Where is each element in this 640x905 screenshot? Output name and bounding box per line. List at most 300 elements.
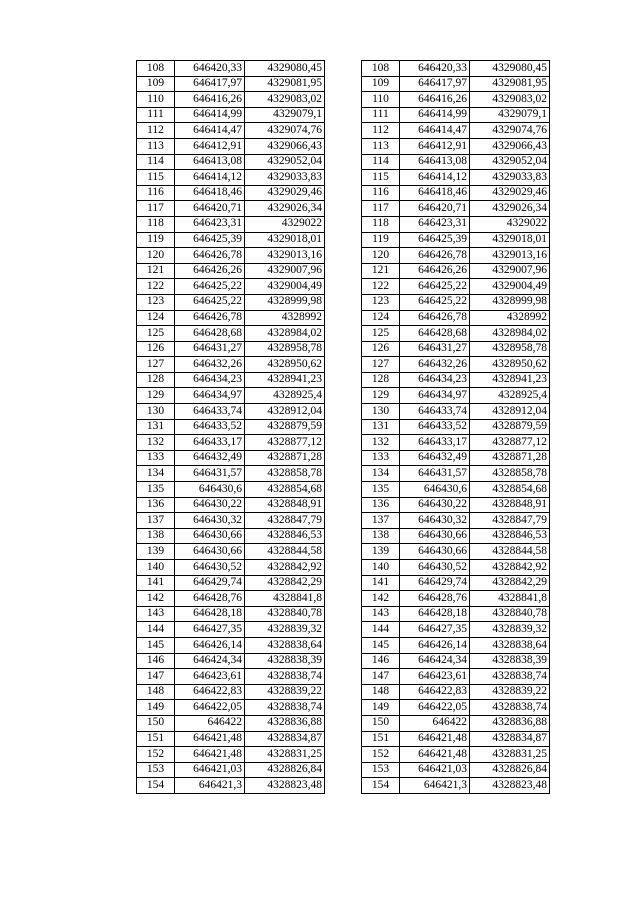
x-coordinate-cell: 646421,48 [175,731,245,747]
table-row [137,606,325,622]
y-coordinate-cell: 4328838,74 [245,669,325,685]
point-number-cell: 118 [362,216,400,232]
point-number-cell: 110 [137,92,175,108]
point-number-cell: 126 [362,341,400,357]
y-coordinate-cell: 4329081,95 [470,76,550,92]
y-coordinate-cell: 4328838,39 [470,653,550,669]
x-coordinate-cell: 646430,66 [175,528,245,544]
table-row [137,61,325,77]
coordinate-table-right-body [362,61,550,794]
y-coordinate-cell: 4328999,98 [470,294,550,310]
point-number-cell: 153 [362,762,400,778]
y-coordinate-cell: 4329083,02 [245,92,325,108]
table-row [137,341,325,357]
point-number-cell: 111 [362,107,400,123]
table-row [362,700,550,716]
y-coordinate-cell: 4329004,49 [245,279,325,295]
y-coordinate-cell: 4328858,78 [470,466,550,482]
table-row [362,606,550,622]
point-number-cell: 128 [362,372,400,388]
point-number-cell: 127 [362,357,400,373]
point-number-cell: 130 [362,404,400,420]
y-coordinate-cell: 4328848,91 [245,497,325,513]
point-number-cell: 110 [362,92,400,108]
point-number-cell: 144 [137,622,175,638]
table-row [137,294,325,310]
point-number-cell: 123 [362,294,400,310]
x-coordinate-cell: 646420,33 [175,61,245,77]
point-number-cell: 135 [362,482,400,498]
point-number-cell: 118 [137,216,175,232]
x-coordinate-cell: 646428,18 [175,606,245,622]
table-row [362,170,550,186]
x-coordinate-cell: 646431,57 [400,466,470,482]
x-coordinate-cell: 646432,49 [175,450,245,466]
y-coordinate-cell: 4328854,68 [245,482,325,498]
x-coordinate-cell: 646432,49 [400,450,470,466]
y-coordinate-cell: 4328839,22 [245,684,325,700]
table-row [137,591,325,607]
y-coordinate-cell: 4328941,23 [245,372,325,388]
y-coordinate-cell: 4329022 [245,216,325,232]
table-row [137,248,325,264]
x-coordinate-cell: 646432,26 [400,357,470,373]
point-number-cell: 146 [137,653,175,669]
point-number-cell: 125 [362,326,400,342]
table-row [362,575,550,591]
x-coordinate-cell: 646430,52 [400,560,470,576]
point-number-cell: 108 [137,61,175,77]
y-coordinate-cell: 4328842,92 [245,560,325,576]
y-coordinate-cell: 4328839,22 [470,684,550,700]
x-coordinate-cell: 646428,76 [400,591,470,607]
y-coordinate-cell: 4328823,48 [245,778,325,794]
point-number-cell: 136 [362,497,400,513]
x-coordinate-cell: 646421,48 [175,747,245,763]
coordinate-table-left [136,60,325,794]
point-number-cell: 147 [362,669,400,685]
y-coordinate-cell: 4328839,32 [245,622,325,638]
y-coordinate-cell: 4329080,45 [470,61,550,77]
x-coordinate-cell: 646428,68 [175,326,245,342]
table-row [362,715,550,731]
point-number-cell: 121 [362,263,400,279]
x-coordinate-cell: 646430,22 [400,497,470,513]
table-row [137,669,325,685]
point-number-cell: 116 [362,185,400,201]
table-row [137,450,325,466]
y-coordinate-cell: 4329018,01 [470,232,550,248]
y-coordinate-cell: 4328838,74 [470,669,550,685]
x-coordinate-cell: 646426,78 [175,248,245,264]
y-coordinate-cell: 4329066,43 [245,138,325,154]
table-row [137,201,325,217]
y-coordinate-cell: 4328877,12 [470,435,550,451]
x-coordinate-cell: 646412,91 [175,138,245,154]
x-coordinate-cell: 646421,03 [400,762,470,778]
table-row [137,731,325,747]
x-coordinate-cell: 646430,22 [175,497,245,513]
x-coordinate-cell: 646426,26 [400,263,470,279]
x-coordinate-cell: 646416,26 [175,92,245,108]
point-number-cell: 117 [137,201,175,217]
point-number-cell: 147 [137,669,175,685]
point-number-cell: 151 [137,731,175,747]
table-row [362,263,550,279]
x-coordinate-cell: 646433,74 [400,404,470,420]
table-row [362,232,550,248]
y-coordinate-cell: 4328958,78 [245,341,325,357]
point-number-cell: 148 [137,684,175,700]
x-coordinate-cell: 646428,76 [175,591,245,607]
x-coordinate-cell: 646429,74 [400,575,470,591]
y-coordinate-cell: 4328840,78 [245,606,325,622]
x-coordinate-cell: 646413,08 [400,154,470,170]
x-coordinate-cell: 646434,23 [175,372,245,388]
table-row [362,123,550,139]
table-row [362,591,550,607]
table-row [362,669,550,685]
point-number-cell: 109 [137,76,175,92]
point-number-cell: 128 [137,372,175,388]
x-coordinate-cell: 646423,31 [400,216,470,232]
y-coordinate-cell: 4328826,84 [245,762,325,778]
table-row [362,61,550,77]
point-number-cell: 113 [137,138,175,154]
y-coordinate-cell: 4328958,78 [470,341,550,357]
y-coordinate-cell: 4328950,62 [470,357,550,373]
table-row [137,778,325,794]
point-number-cell: 143 [137,606,175,622]
x-coordinate-cell: 646433,17 [400,435,470,451]
point-number-cell: 132 [362,435,400,451]
x-coordinate-cell: 646423,61 [400,669,470,685]
x-coordinate-cell: 646433,17 [175,435,245,451]
y-coordinate-cell: 4328838,74 [470,700,550,716]
y-coordinate-cell: 4328925,4 [470,388,550,404]
table-row [362,731,550,747]
point-number-cell: 141 [362,575,400,591]
x-coordinate-cell: 646430,66 [175,544,245,560]
x-coordinate-cell: 646430,52 [175,560,245,576]
y-coordinate-cell: 4328871,28 [470,450,550,466]
point-number-cell: 142 [137,591,175,607]
x-coordinate-cell: 646431,57 [175,466,245,482]
point-number-cell: 139 [137,544,175,560]
x-coordinate-cell: 646420,71 [175,201,245,217]
y-coordinate-cell: 4328941,23 [470,372,550,388]
x-coordinate-cell: 646430,32 [400,513,470,529]
x-coordinate-cell: 646426,14 [175,637,245,653]
x-coordinate-cell: 646430,6 [175,482,245,498]
x-coordinate-cell: 646426,26 [175,263,245,279]
point-number-cell: 113 [362,138,400,154]
table-row [137,528,325,544]
table-row [137,497,325,513]
x-coordinate-cell: 646432,26 [175,357,245,373]
table-row [137,404,325,420]
point-number-cell: 143 [362,606,400,622]
point-number-cell: 139 [362,544,400,560]
point-number-cell: 138 [362,528,400,544]
point-number-cell: 122 [137,279,175,295]
table-row [362,92,550,108]
x-coordinate-cell: 646431,27 [400,341,470,357]
x-coordinate-cell: 646425,39 [400,232,470,248]
x-coordinate-cell: 646426,78 [400,248,470,264]
table-row [137,357,325,373]
table-row [137,466,325,482]
table-row [137,216,325,232]
table-row [362,201,550,217]
point-number-cell: 111 [137,107,175,123]
y-coordinate-cell: 4328842,29 [470,575,550,591]
point-number-cell: 145 [137,637,175,653]
x-coordinate-cell: 646425,22 [400,294,470,310]
y-coordinate-cell: 4328846,53 [245,528,325,544]
y-coordinate-cell: 4328844,58 [245,544,325,560]
table-row [137,232,325,248]
table-row [362,185,550,201]
point-number-cell: 149 [362,700,400,716]
y-coordinate-cell: 4328841,8 [245,591,325,607]
x-coordinate-cell: 646425,22 [175,279,245,295]
table-row [137,310,325,326]
point-number-cell: 120 [362,248,400,264]
table-row [362,357,550,373]
table-row [362,294,550,310]
table-row [137,263,325,279]
x-coordinate-cell: 646434,23 [400,372,470,388]
y-coordinate-cell: 4328838,64 [245,637,325,653]
point-number-cell: 114 [362,154,400,170]
y-coordinate-cell: 4328877,12 [245,435,325,451]
point-number-cell: 150 [362,715,400,731]
y-coordinate-cell: 4328912,04 [470,404,550,420]
y-coordinate-cell: 4328823,48 [470,778,550,794]
y-coordinate-cell: 4328858,78 [245,466,325,482]
x-coordinate-cell: 646416,26 [400,92,470,108]
y-coordinate-cell: 4328925,4 [245,388,325,404]
table-row [137,372,325,388]
x-coordinate-cell: 646428,68 [400,326,470,342]
point-number-cell: 151 [362,731,400,747]
y-coordinate-cell: 4329080,45 [245,61,325,77]
y-coordinate-cell: 4328826,84 [470,762,550,778]
x-coordinate-cell: 646429,74 [175,575,245,591]
y-coordinate-cell: 4328834,87 [245,731,325,747]
table-row [137,544,325,560]
x-coordinate-cell: 646426,78 [175,310,245,326]
point-number-cell: 150 [137,715,175,731]
table-row [137,622,325,638]
table-row [362,544,550,560]
x-coordinate-cell: 646414,99 [400,107,470,123]
point-number-cell: 138 [137,528,175,544]
point-number-cell: 115 [362,170,400,186]
table-row [362,466,550,482]
table-row [362,341,550,357]
point-number-cell: 114 [137,154,175,170]
point-number-cell: 133 [137,450,175,466]
x-coordinate-cell: 646425,39 [175,232,245,248]
y-coordinate-cell: 4328844,58 [470,544,550,560]
table-row [362,637,550,653]
x-coordinate-cell: 646417,97 [400,76,470,92]
y-coordinate-cell: 4328848,91 [470,497,550,513]
table-row [362,435,550,451]
y-coordinate-cell: 4328847,79 [470,513,550,529]
table-row [137,637,325,653]
table-row [362,372,550,388]
point-number-cell: 109 [362,76,400,92]
x-coordinate-cell: 646425,22 [175,294,245,310]
point-number-cell: 141 [137,575,175,591]
table-row [362,404,550,420]
x-coordinate-cell: 646412,91 [400,138,470,154]
table-row [362,310,550,326]
x-coordinate-cell: 646423,31 [175,216,245,232]
table-row [137,482,325,498]
table-row [362,528,550,544]
x-coordinate-cell: 646422,05 [400,700,470,716]
point-number-cell: 130 [137,404,175,420]
table-row [137,123,325,139]
table-row [362,216,550,232]
point-number-cell: 119 [362,232,400,248]
point-number-cell: 142 [362,591,400,607]
x-coordinate-cell: 646434,97 [400,388,470,404]
x-coordinate-cell: 646430,6 [400,482,470,498]
table-row [137,715,325,731]
x-coordinate-cell: 646421,48 [400,747,470,763]
point-number-cell: 154 [362,778,400,794]
point-number-cell: 136 [137,497,175,513]
point-number-cell: 116 [137,185,175,201]
y-coordinate-cell: 4329013,16 [245,248,325,264]
point-number-cell: 137 [362,513,400,529]
x-coordinate-cell: 646414,99 [175,107,245,123]
point-number-cell: 108 [362,61,400,77]
y-coordinate-cell: 4329026,34 [470,201,550,217]
point-number-cell: 134 [362,466,400,482]
table-row [137,154,325,170]
table-row [137,170,325,186]
point-number-cell: 120 [137,248,175,264]
x-coordinate-cell: 646431,27 [175,341,245,357]
y-coordinate-cell: 4328842,92 [470,560,550,576]
y-coordinate-cell: 4328831,25 [470,747,550,763]
y-coordinate-cell: 4328838,39 [245,653,325,669]
x-coordinate-cell: 646420,33 [400,61,470,77]
x-coordinate-cell: 646427,35 [400,622,470,638]
y-coordinate-cell: 4328847,79 [245,513,325,529]
y-coordinate-cell: 4328834,87 [470,731,550,747]
y-coordinate-cell: 4329022 [470,216,550,232]
y-coordinate-cell: 4329066,43 [470,138,550,154]
point-number-cell: 152 [137,747,175,763]
x-coordinate-cell: 646421,3 [175,778,245,794]
x-coordinate-cell: 646417,97 [175,76,245,92]
table-row [362,76,550,92]
point-number-cell: 123 [137,294,175,310]
table-row [362,154,550,170]
table-row [362,138,550,154]
y-coordinate-cell: 4328841,8 [470,591,550,607]
y-coordinate-cell: 4328984,02 [245,326,325,342]
point-number-cell: 122 [362,279,400,295]
x-coordinate-cell: 646414,12 [400,170,470,186]
point-number-cell: 148 [362,684,400,700]
y-coordinate-cell: 4328871,28 [245,450,325,466]
point-number-cell: 129 [362,388,400,404]
table-row [362,778,550,794]
point-number-cell: 117 [362,201,400,217]
y-coordinate-cell: 4328879,59 [470,419,550,435]
table-row [362,326,550,342]
x-coordinate-cell: 646426,14 [400,637,470,653]
x-coordinate-cell: 646414,47 [175,123,245,139]
point-number-cell: 131 [137,419,175,435]
table-row [137,747,325,763]
point-number-cell: 146 [362,653,400,669]
table-row [137,684,325,700]
y-coordinate-cell: 4329074,76 [470,123,550,139]
point-number-cell: 126 [137,341,175,357]
y-coordinate-cell: 4328836,88 [245,715,325,731]
x-coordinate-cell: 646424,34 [400,653,470,669]
x-coordinate-cell: 646421,48 [400,731,470,747]
y-coordinate-cell: 4329083,02 [470,92,550,108]
y-coordinate-cell: 4329074,76 [245,123,325,139]
table-row [137,76,325,92]
point-number-cell: 153 [137,762,175,778]
point-number-cell: 154 [137,778,175,794]
point-number-cell: 115 [137,170,175,186]
point-number-cell: 149 [137,700,175,716]
table-row [362,497,550,513]
x-coordinate-cell: 646433,52 [175,419,245,435]
y-coordinate-cell: 4329033,83 [245,170,325,186]
y-coordinate-cell: 4328984,02 [470,326,550,342]
table-row [137,185,325,201]
point-number-cell: 135 [137,482,175,498]
y-coordinate-cell: 4329013,16 [470,248,550,264]
y-coordinate-cell: 4329029,46 [470,185,550,201]
table-row [362,747,550,763]
x-coordinate-cell: 646430,66 [400,528,470,544]
table-row [362,107,550,123]
y-coordinate-cell: 4328999,98 [245,294,325,310]
y-coordinate-cell: 4329007,96 [470,263,550,279]
x-coordinate-cell: 646414,47 [400,123,470,139]
x-coordinate-cell: 646426,78 [400,310,470,326]
y-coordinate-cell: 4328842,29 [245,575,325,591]
x-coordinate-cell: 646424,34 [175,653,245,669]
y-coordinate-cell: 4328831,25 [245,747,325,763]
point-number-cell: 112 [362,123,400,139]
table-row [362,513,550,529]
y-coordinate-cell: 4328838,64 [470,637,550,653]
x-coordinate-cell: 646433,74 [175,404,245,420]
point-number-cell: 132 [137,435,175,451]
y-coordinate-cell: 4328838,74 [245,700,325,716]
x-coordinate-cell: 646430,66 [400,544,470,560]
table-row [137,326,325,342]
x-coordinate-cell: 646418,46 [175,185,245,201]
y-coordinate-cell: 4328879,59 [245,419,325,435]
point-number-cell: 133 [362,450,400,466]
